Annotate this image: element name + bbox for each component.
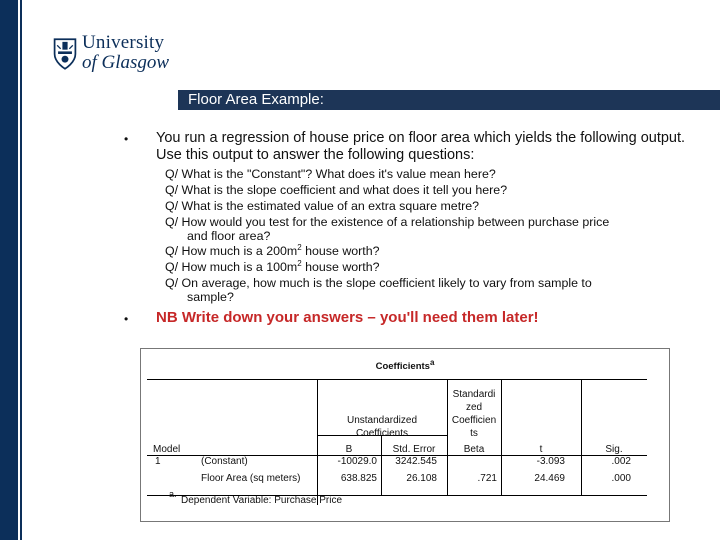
col-header-b: B bbox=[345, 444, 353, 455]
col-header-unstandardized: Coefficients bbox=[355, 428, 409, 439]
col-header-sig: Sig. bbox=[605, 444, 623, 455]
question-list bbox=[165, 166, 685, 304]
row-t: 24.469 bbox=[534, 473, 565, 484]
col-header-standardized: zed bbox=[465, 402, 483, 413]
row-sig: .000 bbox=[611, 473, 631, 484]
question-continuation: and floor area? bbox=[187, 229, 271, 243]
row-name: (Constant) bbox=[201, 456, 248, 467]
footnote-mark: a. bbox=[169, 489, 177, 499]
row-std-error: 3242.545 bbox=[395, 456, 437, 467]
bullet-icon: • bbox=[124, 312, 129, 326]
left-accent-line bbox=[20, 0, 22, 540]
row-model: 1 bbox=[155, 456, 161, 467]
nb-note: NB Write down your answers – you'll need them later! bbox=[156, 309, 539, 326]
bullet-icon: • bbox=[124, 132, 129, 146]
question-item: Q/ How much is a $100m^2$ house worth? bbox=[165, 258, 380, 274]
spss-coefficients-output bbox=[140, 348, 670, 522]
spss-table-title: Coefficients$^a$ bbox=[375, 357, 435, 372]
row-name: Floor Area (sq meters) bbox=[201, 473, 301, 484]
col-header-standardized: Coefficien bbox=[451, 415, 497, 426]
table-rule bbox=[317, 379, 318, 505]
footnote-text: Dependent Variable: Purchase Price bbox=[181, 495, 343, 506]
university-crest-icon bbox=[52, 36, 78, 72]
row-b: 638.825 bbox=[340, 473, 377, 484]
intro-text: You run a regression of house price on floor area which yields the following output. Use this output to answer the following questions: bbox=[156, 130, 686, 163]
col-header-standardized: Standardi bbox=[452, 389, 496, 400]
logo-line-2: of Glasgow bbox=[82, 52, 170, 73]
slide-title-bar bbox=[178, 90, 720, 110]
logo-line-1: University bbox=[82, 32, 165, 53]
row-t: -3.093 bbox=[536, 456, 565, 467]
row-std-error: 26.108 bbox=[406, 473, 437, 484]
question-item: Q/ How much is a $200m^2$ house worth? bbox=[165, 242, 380, 258]
row-b: -10029.0 bbox=[337, 456, 377, 467]
col-header-model: Model bbox=[153, 444, 181, 455]
col-header-beta: Beta bbox=[463, 444, 485, 455]
row-sig: .002 bbox=[611, 456, 631, 467]
question-item: Q/ What is the slope coefficient and what does it tell you here? bbox=[165, 183, 508, 197]
university-logo-text bbox=[82, 34, 169, 72]
left-accent-bar bbox=[0, 0, 18, 540]
col-header-unstandardized: Unstandardized bbox=[346, 415, 418, 426]
slide-title: Floor Area Example: bbox=[188, 91, 324, 108]
question-item: Q/ How would you test for the existence of a relationship between purchase price bbox=[165, 215, 610, 229]
row-beta: .721 bbox=[477, 473, 497, 484]
col-header-t: t bbox=[539, 444, 543, 455]
col-header-standardized: ts bbox=[470, 428, 478, 439]
question-continuation: sample? bbox=[187, 290, 234, 304]
col-header-std-error: Std. Error bbox=[392, 444, 436, 455]
table-rule bbox=[147, 379, 647, 380]
question-item: Q/ What is the estimated value of an extra square metre? bbox=[165, 199, 480, 213]
question-item: Q/ On average, how much is the slope coefficient likely to vary from sample to bbox=[165, 276, 592, 290]
question-item: Q/ What is the "Constant"? What does it's value mean here? bbox=[165, 167, 496, 181]
